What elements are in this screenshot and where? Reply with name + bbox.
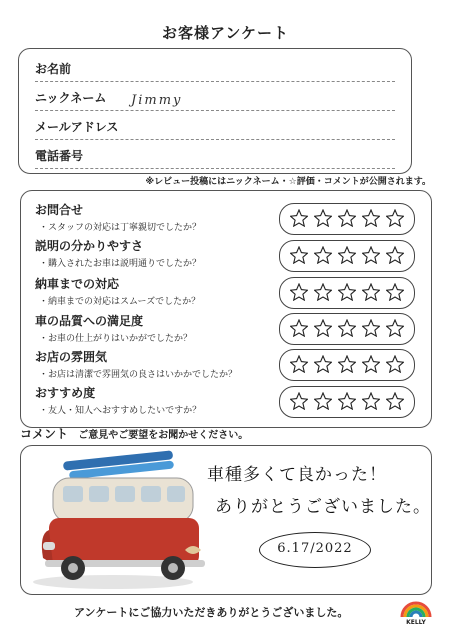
- question-title: 車の品質への満足度: [35, 314, 144, 328]
- comment-text-line-1: 車種多くて良かった！: [207, 465, 387, 485]
- question-subtext: ・スタッフの対応は丁寧親切でしたか？: [39, 223, 202, 233]
- comment-title: コメント: [20, 427, 69, 441]
- star-icon: [314, 392, 332, 410]
- date-oval: [259, 532, 371, 568]
- star-icon: [386, 355, 404, 373]
- star-icon: [290, 392, 308, 410]
- star-icon: [290, 246, 308, 264]
- comment-date: 6.17/2022: [277, 541, 353, 556]
- star-icon: [362, 319, 380, 337]
- star-icon: [338, 392, 356, 410]
- question-subtext: ・購入されたお車は説明通りでしたか？: [39, 259, 202, 269]
- survey-title: お客様アンケート: [161, 24, 290, 42]
- star-icon: [314, 319, 332, 337]
- question-subtext: ・友人・知人へおすすめしたいですか？: [39, 406, 202, 416]
- star-rating: [279, 349, 415, 381]
- star-icon: [338, 355, 356, 373]
- star-icon: [362, 209, 380, 227]
- question-2: [35, 237, 285, 269]
- star-icon: [386, 392, 404, 410]
- name-row: [35, 55, 395, 82]
- rainbow-logo-icon: [397, 596, 435, 618]
- question-subtext: ・納車までの対応はスムーズでしたか？: [39, 297, 201, 307]
- question-title: 説明の分かりやすさ: [35, 239, 144, 253]
- phone-row: [35, 142, 395, 169]
- star-icon: [362, 392, 380, 410]
- question-1: [35, 201, 285, 233]
- star-icon: [362, 283, 380, 301]
- star-rating: [279, 203, 415, 235]
- review-notice: ※レビュー投稿にはニックネーム・☆評価・コメントが公開されます。: [145, 177, 431, 187]
- star-icon: [314, 246, 332, 264]
- star-icon: [386, 246, 404, 264]
- star-icon: [290, 283, 308, 301]
- logo-text: KELLY: [406, 619, 426, 626]
- star-icon: [338, 209, 356, 227]
- kelly-logo: [397, 596, 435, 626]
- star-icon: [314, 283, 332, 301]
- star-icon: [338, 283, 356, 301]
- star-rating: [279, 386, 415, 418]
- star-icon: [290, 319, 308, 337]
- comment-prompt: ご意見やご要望をお聞かせください。: [78, 430, 249, 441]
- nickname-label: ニックネーム: [35, 91, 107, 105]
- name-label: お名前: [35, 62, 72, 76]
- customer-info-section: [18, 48, 412, 174]
- star-icon: [338, 319, 356, 337]
- star-icon: [362, 246, 380, 264]
- star-rating: [279, 240, 415, 272]
- question-title: おすすめ度: [35, 386, 96, 400]
- question-6: [35, 384, 285, 416]
- star-icon: [362, 355, 380, 373]
- star-rating: [279, 313, 415, 345]
- star-rating: [279, 277, 415, 309]
- question-subtext: ・お店は清潔で雰囲気の良さはいかかでしたか？: [39, 370, 238, 380]
- email-row: [35, 113, 395, 140]
- thank-you-footer: アンケートにご協力いただきありがとうございました。: [74, 606, 349, 619]
- comment-box: [20, 445, 432, 595]
- question-title: 納車までの対応: [35, 277, 120, 291]
- question-title: お店の雰囲気: [35, 350, 108, 364]
- vintage-bus-illustration: [23, 450, 213, 592]
- question-subtext: ・お車の仕上がりはいかがでしたか？: [39, 334, 193, 344]
- star-icon: [290, 355, 308, 373]
- question-title: お問合せ: [35, 203, 84, 217]
- nickname-value: Jimmy: [131, 93, 183, 108]
- star-icon: [386, 319, 404, 337]
- comment-heading: [20, 425, 248, 442]
- star-icon: [386, 283, 404, 301]
- question-4: [35, 312, 285, 344]
- phone-label: 電話番号: [35, 149, 84, 163]
- nickname-row: [35, 84, 395, 111]
- rating-section: [20, 190, 432, 428]
- star-icon: [386, 209, 404, 227]
- star-icon: [314, 209, 332, 227]
- question-3: [35, 275, 285, 307]
- star-icon: [338, 246, 356, 264]
- star-icon: [314, 355, 332, 373]
- question-5: [35, 348, 285, 380]
- email-label: メールアドレス: [35, 120, 119, 134]
- comment-text-line-2: ありがとうございました。: [215, 497, 431, 517]
- star-icon: [290, 209, 308, 227]
